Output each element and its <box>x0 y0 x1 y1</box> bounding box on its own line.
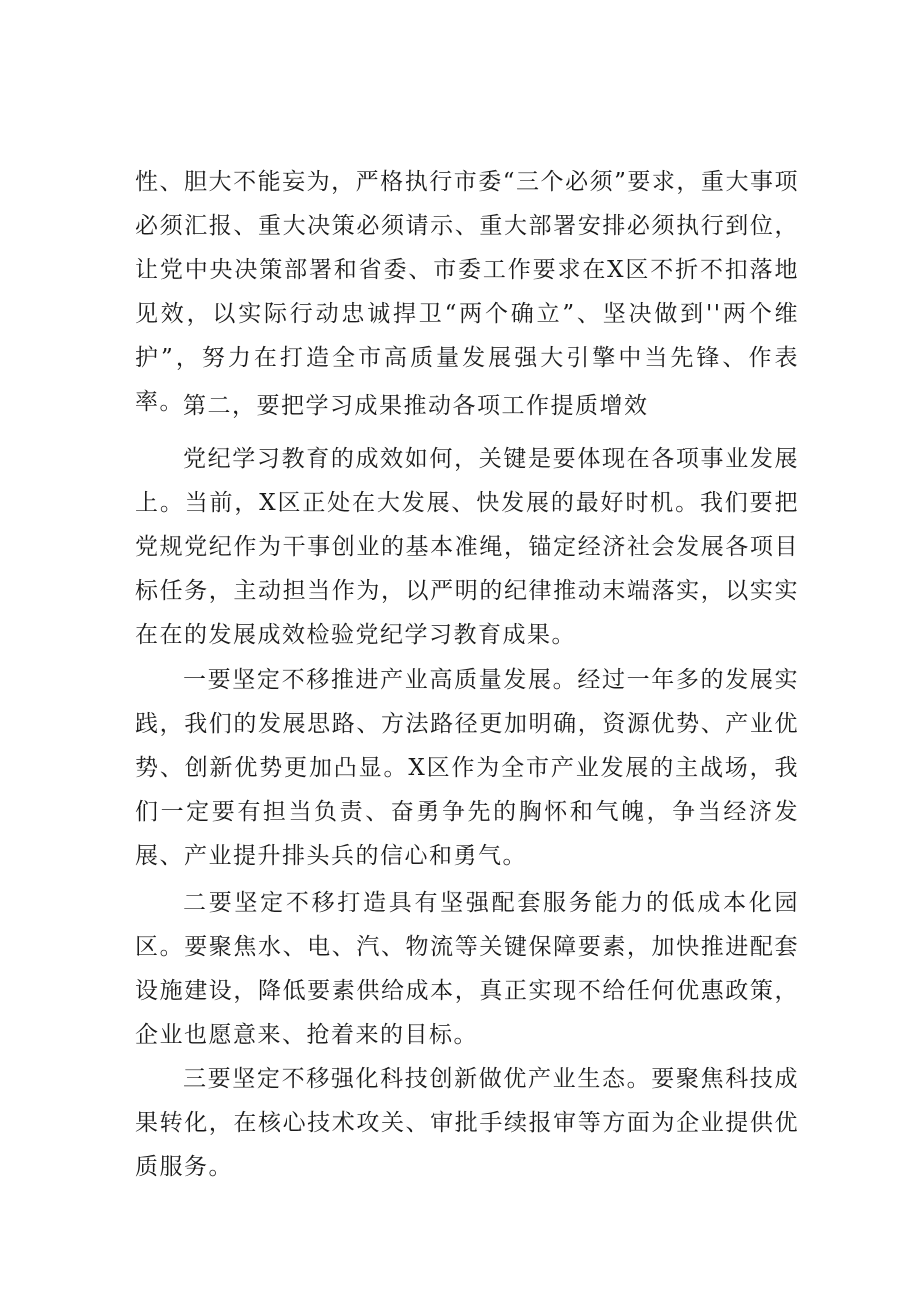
paragraph-point-one: 一要坚定不移推进产业高质量发展。经过一年多的发展实践，我们的发展思路、方法路径更加明确，资源优势、产业优势、创新优势更加凸显。X区作为全市产业发展的主战场，我们一定要有担当负责、奋勇争先的胸怀和气魄，争当经济发展、产业提升排头兵的信心和勇气。 <box>135 667 799 869</box>
paragraph-continuation: 性、胆大不能妄为，严格执行市委“三个必须”要求，重大事项必须汇报、重大决策必须请示、重大部署安排必须执行到位，让党中央决策部署和省委、市委工作要求在X区不折不扣落地见效，以实际行动忠诚捍卫“两个确立”、坚决做到''两个维护”，努力在打造全市高质量发展强大引擎中当先锋、作表率。 <box>135 169 799 415</box>
paragraph-point-two: 二要坚定不移打造具有坚强配套服务能力的低成本化园区。要聚焦水、电、汽、物流等关键保障要素，加快推进配套设施建设，降低要素供给成本，真正实现不给任何优惠政策，企业也愿意来、抢着来的目标。 <box>135 890 799 1048</box>
paragraph-point-three: 三要坚定不移强化科技创新做优产业生态。要聚焦科技成果转化，在核心技术攻关、审批手续报审等方面为企业提供优质服务。 <box>135 1066 799 1180</box>
paragraph-intro: 党纪学习教育的成效如何，关键是要体现在各项事业发展上。当前，X区正处在大发展、快发展的最好时机。我们要把党规党纪作为干事创业的基本准绳，锚定经济社会发展各项目标任务，主动担当作为，以严明的纪律推动末端落实，以实实在在的发展成效检验党纪学习教育成果。 <box>135 446 799 648</box>
document-page <box>135 0 799 1301</box>
section-heading: 第二，要把学习成果推动各项工作提质增效 <box>183 393 649 419</box>
